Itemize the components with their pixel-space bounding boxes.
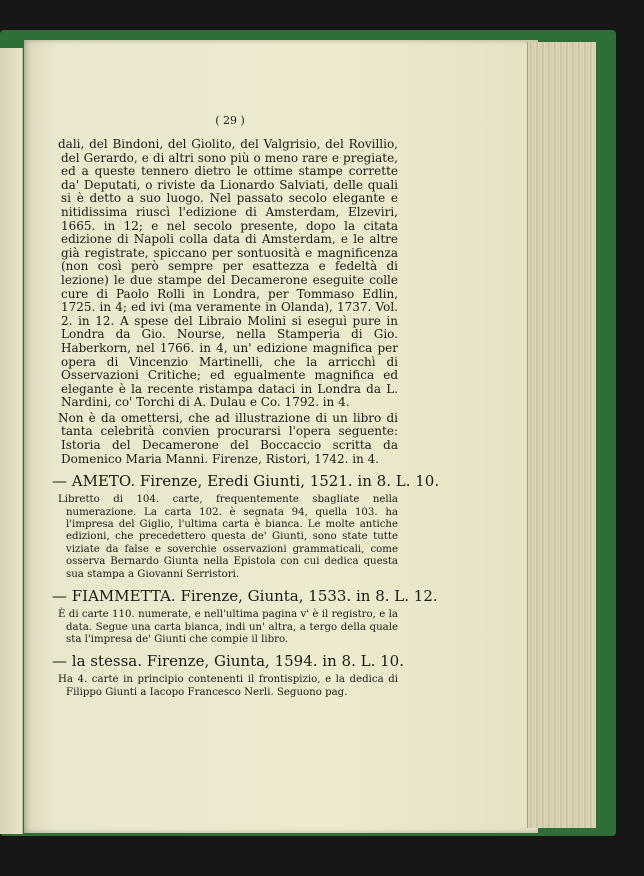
entry-body-la-stessa: Ha 4. carte in principio contenenti il frontispizio, e la dedica di Filippo Giunti a Iacopo Francesco Nerli. Seguono pag.	[58, 674, 398, 698]
paragraph-manni-reference: Non è da omettersi, che ad illustrazione di un libro di tanta celebrità convien procurarsi l'opera seguente: Istoria del Decamerone del Boccaccio scritta da Domenico Maria Manni. Firenze, Ristori, 1742. in 4.	[58, 410, 398, 466]
entry-heading-la-stessa: — la stessa. Firenze, Giunta, 1594. in 8. L. 10.	[52, 652, 404, 671]
paragraph-decamerone-editions: dali, del Bindoni, del Giolito, del Valgrisio, del Rovillio, del Gerardo, e di altri sono più o meno rare e pregiate, ed a queste tennero dietro le ottime stampe corrette da' Deputati, o riviste da Lionardo Salviati, delle quali si è detto a suo luogo. Nel passato secolo elegante e nitidissima riuscì l'edizione di Amsterdam, Elzeviri, 1665. in 12; e nel secolo presente, dopo la citata edizione di Napoli colla data di Amsterdam, e le altre già registrate, spiccano per sontuosità e magnificenza (non così però sempre per esattezza e fedeltà di lezione) le due stampe del Decamerone eseguite colle cure di Paolo Rolli in Londra, per Tommaso Edlin, 1725. in 4; ed ivi (ma veramente in Olanda), 1737. Vol. 2. in 12. A spese del Libraio Molini si eseguì pure in Londra da Gio. Nourse, nella Stamperia di Gio. Haberkorn, nel 1766. in 4, un' edizione magnifica per opera di Vincenzio Martinelli, che la arricchì di Osservazioni Critiche; ed egualmente magnifica ed elegante è la recente ristampa dataci in Londra da L. Nardini, co' Torchi di A. Dulau e Co. 1792. in 4.	[58, 137, 398, 410]
entry-heading-ameto: — AMETO. Firenze, Eredi Giunti, 1521. in 8. L. 10.	[52, 472, 440, 491]
entry-body-ameto: Libretto di 104. carte, frequentemente sbagliate nella numerazione. La carta 102. è segnata 94, quella 103. ha l'impresa del Giglio, l'ultima carta è bianca. Le molte antiche edizioni, che precedettero questa de' Giunti, sono state tutte viziate da false e soverchie osservazioni grammaticali, come osserva Bernardo Giunta nella Epistola con cui dedica questa sua stampa a Giovanni Serristori.	[58, 494, 398, 580]
page-fore-edge	[527, 42, 596, 828]
entry-heading-fiammetta: — FIAMMETTA. Firenze, Giunta, 1533. in 8. L. 12.	[52, 587, 438, 606]
entry-body-fiammetta: È di carte 110. numerate, e nell'ultima pagina v' è il registro, e la data. Segue una carta bianca, indi un' altra, a tergo della quale sta l'impresa de' Giunti che compie il libro.	[58, 609, 398, 645]
page-number: ( 29 )	[215, 114, 245, 127]
left-page-edge	[0, 48, 23, 834]
page-text	[52, 137, 440, 699]
